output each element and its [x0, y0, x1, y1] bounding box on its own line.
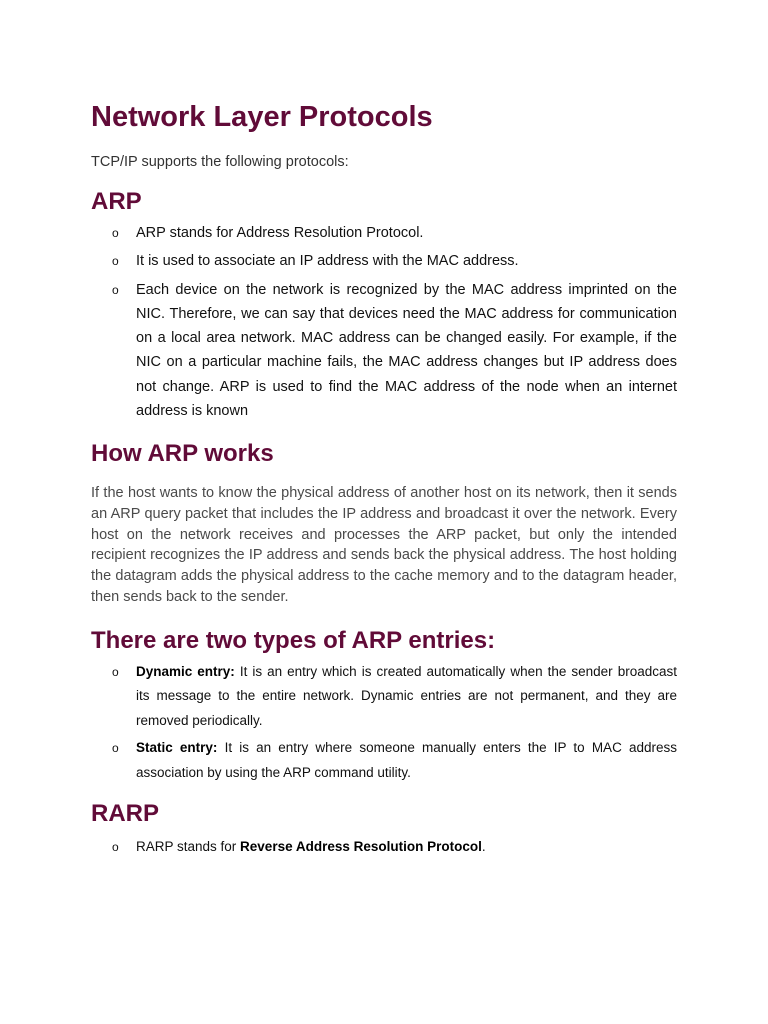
- dynamic-entry-text: It is an entry which is created automatically when the sender broadcast its message to the entire network. Dynamic entries are not permanent, and they are removed periodically.: [136, 663, 677, 728]
- rarp-item-prefix: RARP stands for: [136, 839, 241, 855]
- list-item: [91, 249, 677, 273]
- list-item-text: ARP stands for Address Resolution Protocol.: [136, 225, 424, 241]
- arp-heading: ARP: [91, 188, 142, 215]
- static-entry-text: It is an entry where someone manually enters the IP to MAC address association by using the ARP command utility.: [136, 740, 677, 780]
- bullet-icon: o: [112, 254, 119, 269]
- list-item: [91, 278, 677, 424]
- bullet-icon: o: [112, 664, 119, 679]
- rarp-item-bold: Reverse Address Resolution Protocol: [240, 839, 482, 855]
- rarp-heading: RARP: [91, 800, 160, 828]
- how-arp-works-heading: How ARP works: [91, 440, 274, 468]
- list-item: [91, 660, 677, 734]
- page-title: Network Layer Protocols: [91, 101, 433, 133]
- document-page: [91, 96, 677, 860]
- how-arp-works-body: If the host wants to know the physical address of another host on its network, then it sends an ARP query packet that includes the IP address and broadcast it over the network. Every host on the network receives and processes the ARP packet, but only the intended recipient recognizes the IP address and sends back the physical address. The host holding the datagram adds the physical address to the cache memory and to the datagram header, then sends back to the sender.: [91, 485, 677, 605]
- list-item: [91, 835, 677, 860]
- bullet-icon: o: [112, 840, 119, 855]
- arp-entries-heading: There are two types of ARP entries:: [91, 626, 496, 654]
- arp-entries-list: [91, 660, 677, 786]
- bullet-icon: o: [112, 282, 119, 297]
- dynamic-entry-term: Dynamic entry:: [136, 663, 235, 679]
- rarp-item-suffix: .: [481, 839, 486, 855]
- rarp-list: [91, 835, 677, 860]
- list-item-text: It is used to associate an IP address with the MAC address.: [136, 253, 519, 270]
- intro-text: TCP/IP supports the following protocols:: [91, 154, 349, 170]
- list-item: [91, 221, 677, 245]
- list-item-text: Each device on the network is recognized by the MAC address imprinted on the NIC. Therefore, we can say that devices need the MAC address for communication on a local area network. MAC address can be changed easily. For example, if the NIC on a particular machine fails, the MAC address changes but IP address does not change. ARP is used to find the MAC address of the node when an internet address is known: [136, 281, 677, 420]
- static-entry-term: Static entry:: [136, 740, 218, 756]
- bullet-icon: o: [112, 226, 119, 240]
- list-item: [91, 736, 677, 785]
- arp-list: [91, 221, 677, 423]
- bullet-icon: o: [112, 741, 119, 756]
